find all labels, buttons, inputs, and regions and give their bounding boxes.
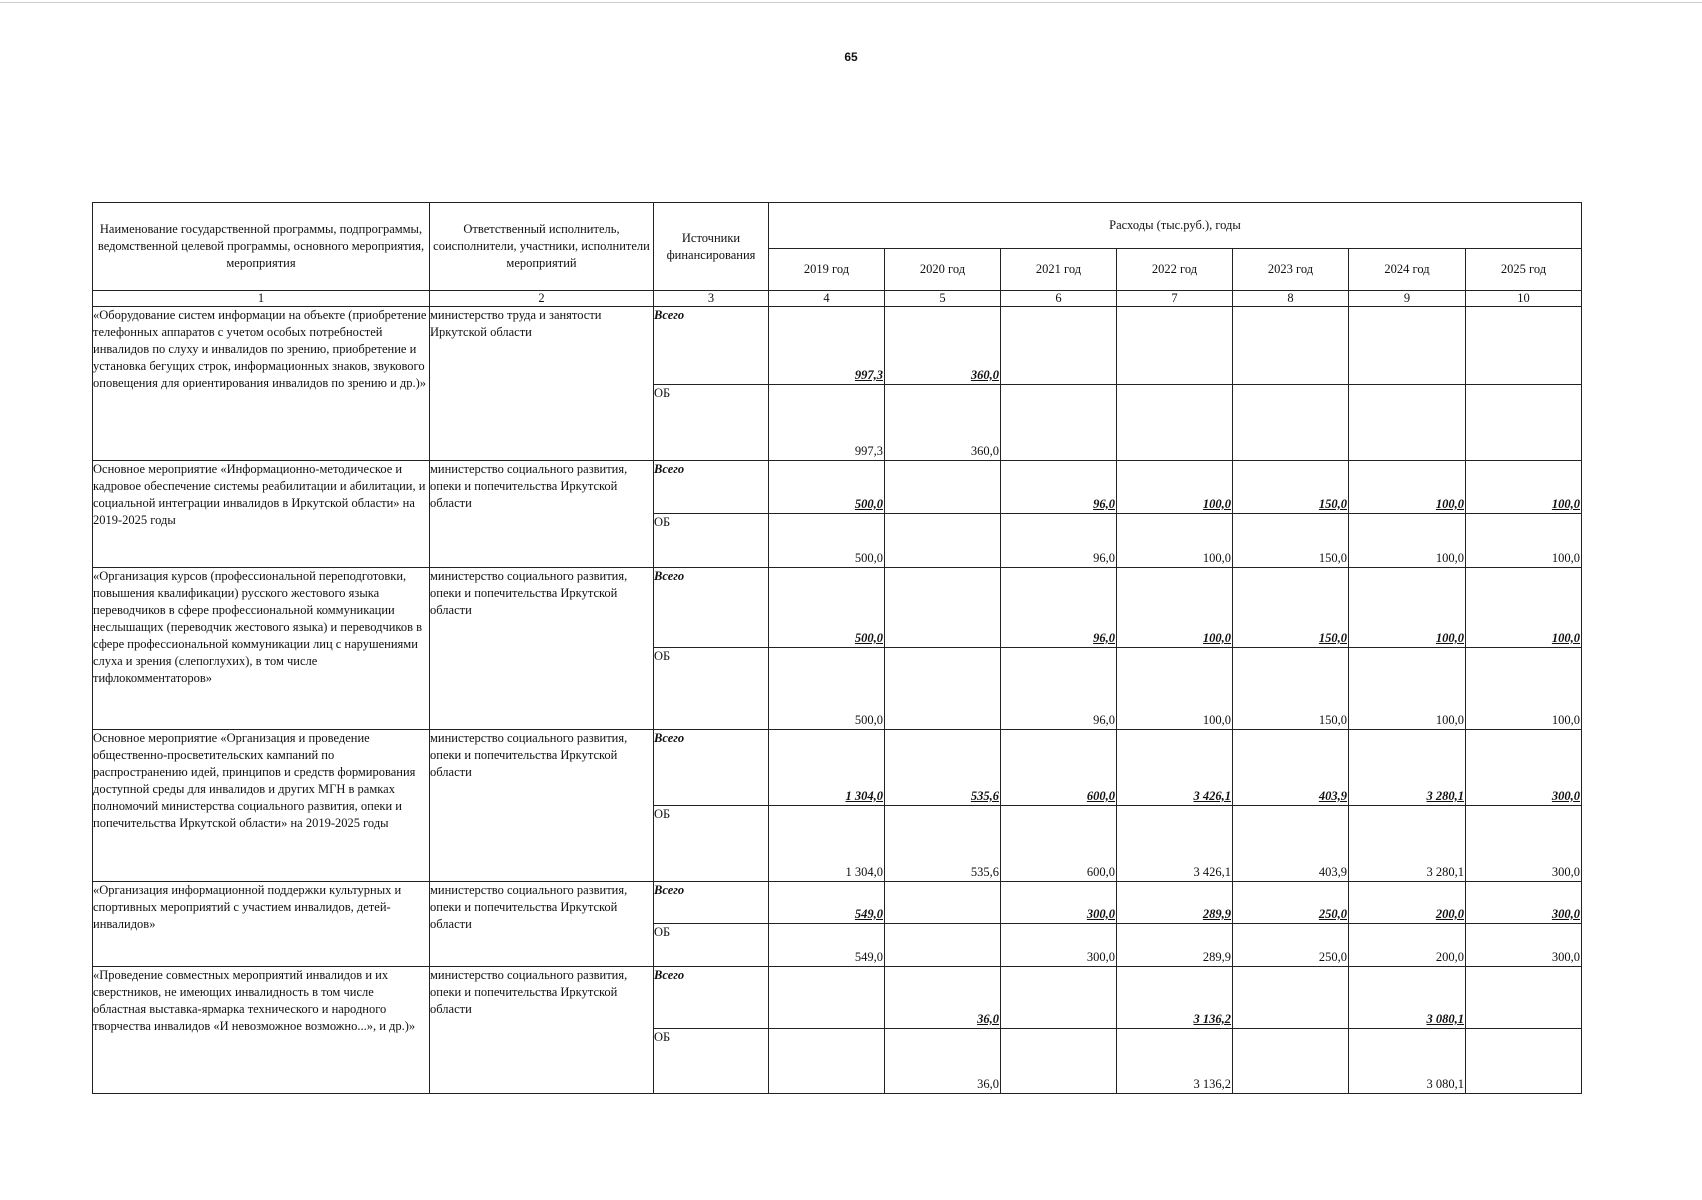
ob-value: 3 080,1 [1349, 1029, 1466, 1094]
column-number: 4 [769, 291, 885, 307]
table-row-total [93, 730, 1582, 806]
total-value: 3 280,1 [1349, 730, 1466, 806]
column-number: 10 [1466, 291, 1582, 307]
total-value [1001, 307, 1117, 385]
ob-value [1001, 1029, 1117, 1094]
ob-value: 100,0 [1117, 648, 1233, 730]
source-total-label: Всего [654, 882, 769, 924]
table-row-total [93, 967, 1582, 1029]
column-number: 2 [430, 291, 654, 307]
ob-value: 500,0 [769, 648, 885, 730]
source-total-label: Всего [654, 461, 769, 514]
ob-value: 96,0 [1001, 514, 1117, 568]
ob-value: 300,0 [1001, 924, 1117, 967]
column-number: 8 [1233, 291, 1349, 307]
total-value [1349, 307, 1466, 385]
total-value: 100,0 [1117, 461, 1233, 514]
total-value [885, 568, 1001, 648]
source-ob-label: ОБ [654, 385, 769, 461]
total-value: 997,3 [769, 307, 885, 385]
header-year: 2022 год [1117, 249, 1233, 291]
column-number: 7 [1117, 291, 1233, 307]
source-total-label: Всего [654, 967, 769, 1029]
ob-value [1466, 385, 1582, 461]
header-year: 2025 год [1466, 249, 1582, 291]
total-value: 3 136,2 [1117, 967, 1233, 1029]
activity-name: Основное мероприятие «Организация и проведение общественно-просветительских кампаний по распространению идей, принципов и средств формирования доступной среды для инвалидов и других МГН в рамках полномочий министерства социального развития, опеки и попечительства Иркутской области» на 2019-2025 годы [93, 730, 430, 882]
activity-name: «Оборудование систем информации на объекте (приобретение телефонных аппаратов с учетом особых потребностей инвалидов по слуху и инвалидов по зрению, приобретение и установка бегущих строк, информационных знаков, звукового оповещения для ориентирования инвалидов по зрению и др.)» [93, 307, 430, 461]
page-number: 65 [844, 50, 858, 64]
column-numbers-row [93, 291, 1582, 307]
total-value: 36,0 [885, 967, 1001, 1029]
ob-value [1233, 385, 1349, 461]
total-value: 96,0 [1001, 461, 1117, 514]
ob-value: 100,0 [1117, 514, 1233, 568]
total-value [1117, 307, 1233, 385]
ob-value: 36,0 [885, 1029, 1001, 1094]
header-year: 2023 год [1233, 249, 1349, 291]
executor-name: министерство социального развития, опеки и попечительства Иркутской области [430, 730, 654, 882]
ob-value: 360,0 [885, 385, 1001, 461]
ob-value [1349, 385, 1466, 461]
ob-value [769, 1029, 885, 1094]
ob-value: 3 280,1 [1349, 806, 1466, 882]
ob-value: 289,9 [1117, 924, 1233, 967]
total-value: 100,0 [1466, 461, 1582, 514]
header-year: 2024 год [1349, 249, 1466, 291]
executor-name: министерство социального развития, опеки и попечительства Иркутской области [430, 882, 654, 967]
ob-value [885, 514, 1001, 568]
column-number: 5 [885, 291, 1001, 307]
header-year: 2020 год [885, 249, 1001, 291]
total-value: 500,0 [769, 568, 885, 648]
ob-value [885, 648, 1001, 730]
total-value: 360,0 [885, 307, 1001, 385]
total-value: 200,0 [1349, 882, 1466, 924]
source-ob-label: ОБ [654, 924, 769, 967]
total-value: 3 426,1 [1117, 730, 1233, 806]
total-value: 600,0 [1001, 730, 1117, 806]
ob-value [1117, 385, 1233, 461]
total-value: 100,0 [1349, 568, 1466, 648]
source-total-label: Всего [654, 730, 769, 806]
ob-value: 997,3 [769, 385, 885, 461]
total-value: 289,9 [1117, 882, 1233, 924]
total-value: 535,6 [885, 730, 1001, 806]
ob-value: 250,0 [1233, 924, 1349, 967]
ob-value: 3 426,1 [1117, 806, 1233, 882]
total-value [885, 882, 1001, 924]
ob-value: 300,0 [1466, 806, 1582, 882]
ob-value [885, 924, 1001, 967]
total-value: 96,0 [1001, 568, 1117, 648]
ob-value: 150,0 [1233, 514, 1349, 568]
header-year: 2019 год [769, 249, 885, 291]
total-value [885, 461, 1001, 514]
total-value: 100,0 [1349, 461, 1466, 514]
ob-value: 403,9 [1233, 806, 1349, 882]
activity-name: «Организация курсов (профессиональной переподготовки, повышения квалификации) русского жестового языка переводчиков в сфере профессиональной коммуникации неслышащих (переводчик жестового языка) и переводчиков в сфере профессиональной коммуникации лиц с нарушениями слуха и зрения (слепоглухих), в том числе тифлокомментаторов» [93, 568, 430, 730]
total-value: 100,0 [1466, 568, 1582, 648]
column-number: 6 [1001, 291, 1117, 307]
total-value: 1 304,0 [769, 730, 885, 806]
total-value: 100,0 [1117, 568, 1233, 648]
total-value: 549,0 [769, 882, 885, 924]
ob-value: 150,0 [1233, 648, 1349, 730]
activity-name: «Организация информационной поддержки культурных и спортивных мероприятий с участием инвалидов, детей-инвалидов» [93, 882, 430, 967]
ob-value: 600,0 [1001, 806, 1117, 882]
ob-value: 200,0 [1349, 924, 1466, 967]
executor-name: министерство социального развития, опеки и попечительства Иркутской области [430, 967, 654, 1094]
total-value: 500,0 [769, 461, 885, 514]
table-row-total [93, 461, 1582, 514]
executor-name: министерство социального развития, опеки и попечительства Иркутской области [430, 461, 654, 568]
ob-value: 1 304,0 [769, 806, 885, 882]
total-value [1233, 307, 1349, 385]
scan-edge-line [0, 2, 1702, 3]
table-row-total [93, 882, 1582, 924]
source-ob-label: ОБ [654, 514, 769, 568]
ob-value: 100,0 [1349, 648, 1466, 730]
column-number: 3 [654, 291, 769, 307]
ob-value: 100,0 [1466, 514, 1582, 568]
table-row-total [93, 568, 1582, 648]
source-ob-label: ОБ [654, 806, 769, 882]
total-value [1001, 967, 1117, 1029]
ob-value: 100,0 [1349, 514, 1466, 568]
total-value [1233, 967, 1349, 1029]
activity-name: «Проведение совместных мероприятий инвалидов и их сверстников, не имеющих инвалидность в том числе областная выставка-ярмарка технического и народного творчества инвалидов «И невозможное возможно...», и др.)» [93, 967, 430, 1094]
total-value [1466, 967, 1582, 1029]
header-year: 2021 год [1001, 249, 1117, 291]
header-expenses: Расходы (тыс.руб.), годы [769, 203, 1582, 249]
activity-name: Основное мероприятие «Информационно-методическое и кадровое обеспечение системы реабилитации и абилитации, и социальной интеграции инвалидов в Иркутской области» на 2019-2025 годы [93, 461, 430, 568]
ob-value [1233, 1029, 1349, 1094]
source-ob-label: ОБ [654, 1029, 769, 1094]
ob-value [1466, 1029, 1582, 1094]
ob-value: 535,6 [885, 806, 1001, 882]
column-number: 1 [93, 291, 430, 307]
ob-value: 96,0 [1001, 648, 1117, 730]
total-value: 150,0 [1233, 568, 1349, 648]
total-value: 300,0 [1466, 730, 1582, 806]
column-number: 9 [1349, 291, 1466, 307]
total-value [769, 967, 885, 1029]
source-ob-label: ОБ [654, 648, 769, 730]
ob-value: 500,0 [769, 514, 885, 568]
header-name: Наименование государственной программы, подпрограммы, ведомственной целевой программы, основного мероприятия, мероприятия [93, 203, 430, 291]
total-value: 300,0 [1001, 882, 1117, 924]
ob-value: 549,0 [769, 924, 885, 967]
total-value [1466, 307, 1582, 385]
ob-value: 300,0 [1466, 924, 1582, 967]
total-value: 150,0 [1233, 461, 1349, 514]
ob-value: 3 136,2 [1117, 1029, 1233, 1094]
total-value: 403,9 [1233, 730, 1349, 806]
header-source: Источники финансирования [654, 203, 769, 291]
table-row-total [93, 307, 1582, 385]
executor-name: министерство социального развития, опеки и попечительства Иркутской области [430, 568, 654, 730]
header-executor: Ответственный исполнитель, соисполнители, участники, исполнители мероприятий [430, 203, 654, 291]
source-total-label: Всего [654, 307, 769, 385]
total-value: 3 080,1 [1349, 967, 1466, 1029]
executor-name: министерство труда и занятости Иркутской области [430, 307, 654, 461]
budget-table [92, 202, 1582, 1094]
total-value: 300,0 [1466, 882, 1582, 924]
total-value: 250,0 [1233, 882, 1349, 924]
ob-value [1001, 385, 1117, 461]
source-total-label: Всего [654, 568, 769, 648]
ob-value: 100,0 [1466, 648, 1582, 730]
